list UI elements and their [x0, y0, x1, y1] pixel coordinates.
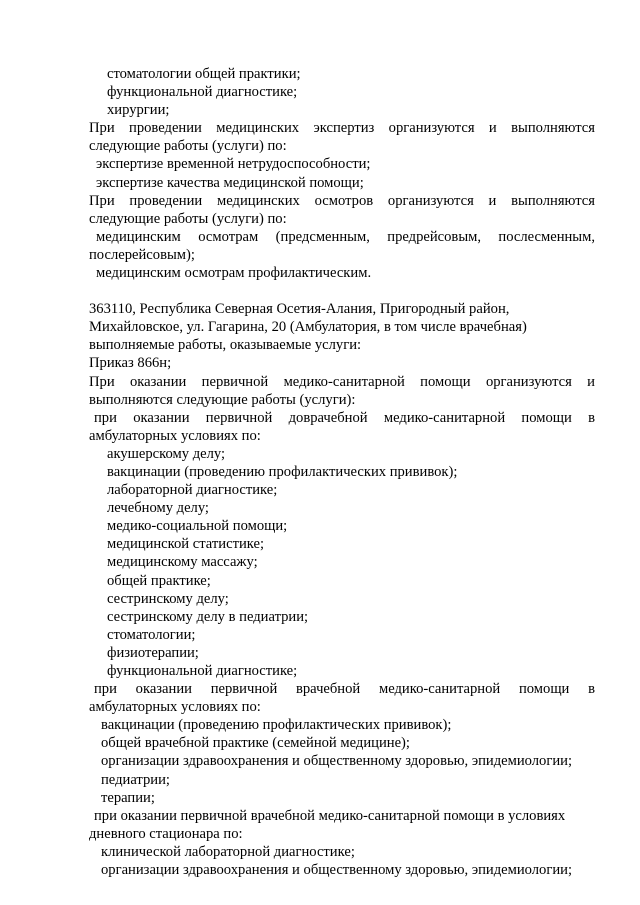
paragraph-line: следующие работы (услуги) по:: [89, 210, 287, 227]
list-item: стоматологии;: [107, 626, 196, 643]
list-item: вакцинации (проведению профилактических прививок);: [107, 463, 458, 480]
address-line: 363110, Республика Северная Осетия-Алания, Пригородный район,: [89, 301, 510, 318]
list-item: вакцинации (проведению профилактических прививок);: [101, 717, 452, 734]
order-reference: Приказ 866н;: [89, 355, 172, 372]
list-item: медицинским осмотрам (предсменным, предрейсовым, послесменным,: [96, 228, 595, 245]
section-heading-line: при оказании первичной врачебной медико-санитарной помощи в условиях: [94, 807, 566, 824]
paragraph-line: При проведении медицинских осмотров организуются и выполняются: [89, 192, 595, 209]
list-item: хирургии;: [107, 102, 170, 119]
paragraph-line: следующие работы (услуги) по:: [89, 138, 287, 155]
list-item: организации здравоохранения и общественному здоровью, эпидемиологии;: [101, 862, 573, 879]
list-item: педиатрии;: [101, 771, 170, 788]
list-item: экспертизе временной нетрудоспособности;: [96, 156, 371, 173]
list-item: медицинским осмотрам профилактическим.: [96, 265, 372, 282]
paragraph-line: При проведении медицинских экспертиз организуются и выполняются: [89, 120, 595, 137]
list-item: терапии;: [101, 789, 155, 806]
list-item: лабораторной диагностике;: [107, 482, 278, 499]
section-heading-line: амбулаторных условиях по:: [89, 699, 261, 716]
list-item: медицинскому массажу;: [107, 554, 258, 571]
list-item: сестринскому делу;: [107, 590, 229, 607]
section-heading-line: дневного стационара по:: [89, 825, 243, 842]
list-item: общей практике;: [107, 572, 211, 589]
section-heading-line: при оказании первичной врачебной медико-санитарной помощи в: [94, 681, 595, 698]
address-line: Михайловское, ул. Гагарина, 20 (Амбулатория, в том числе врачебная): [89, 319, 527, 336]
list-item: экспертизе качества медицинской помощи;: [96, 174, 364, 191]
list-item: клинической лабораторной диагностике;: [101, 843, 355, 860]
section-heading-line: амбулаторных условиях по:: [89, 427, 261, 444]
paragraph-line: выполняются следующие работы (услуги):: [89, 391, 356, 408]
list-item: лечебному делу;: [107, 500, 209, 517]
list-item: общей врачебной практике (семейной медицине);: [101, 735, 410, 752]
list-item-continuation: послерейсовым);: [89, 246, 195, 263]
address-line: выполняемые работы, оказываемые услуги:: [89, 337, 362, 354]
list-item: акушерскому делу;: [107, 445, 226, 462]
list-item: медицинской статистике;: [107, 536, 265, 553]
list-item: организации здравоохранения и общественному здоровью, эпидемиологии;: [101, 753, 573, 770]
list-item: физиотерапии;: [107, 644, 199, 661]
list-item: стоматологии общей практики;: [107, 66, 301, 82]
list-item: функциональной диагностике;: [107, 84, 298, 101]
document-body: [89, 65, 595, 879]
section-heading-line: при оказании первичной доврачебной медико-санитарной помощи в: [94, 409, 595, 426]
paragraph-line: При оказании первичной медико-санитарной помощи организуются и: [89, 373, 595, 390]
list-item: сестринскому делу в педиатрии;: [107, 608, 309, 625]
paragraph-gap: [89, 282, 595, 300]
list-item: функциональной диагностике;: [107, 663, 298, 679]
list-item: медико-социальной помощи;: [107, 518, 288, 535]
